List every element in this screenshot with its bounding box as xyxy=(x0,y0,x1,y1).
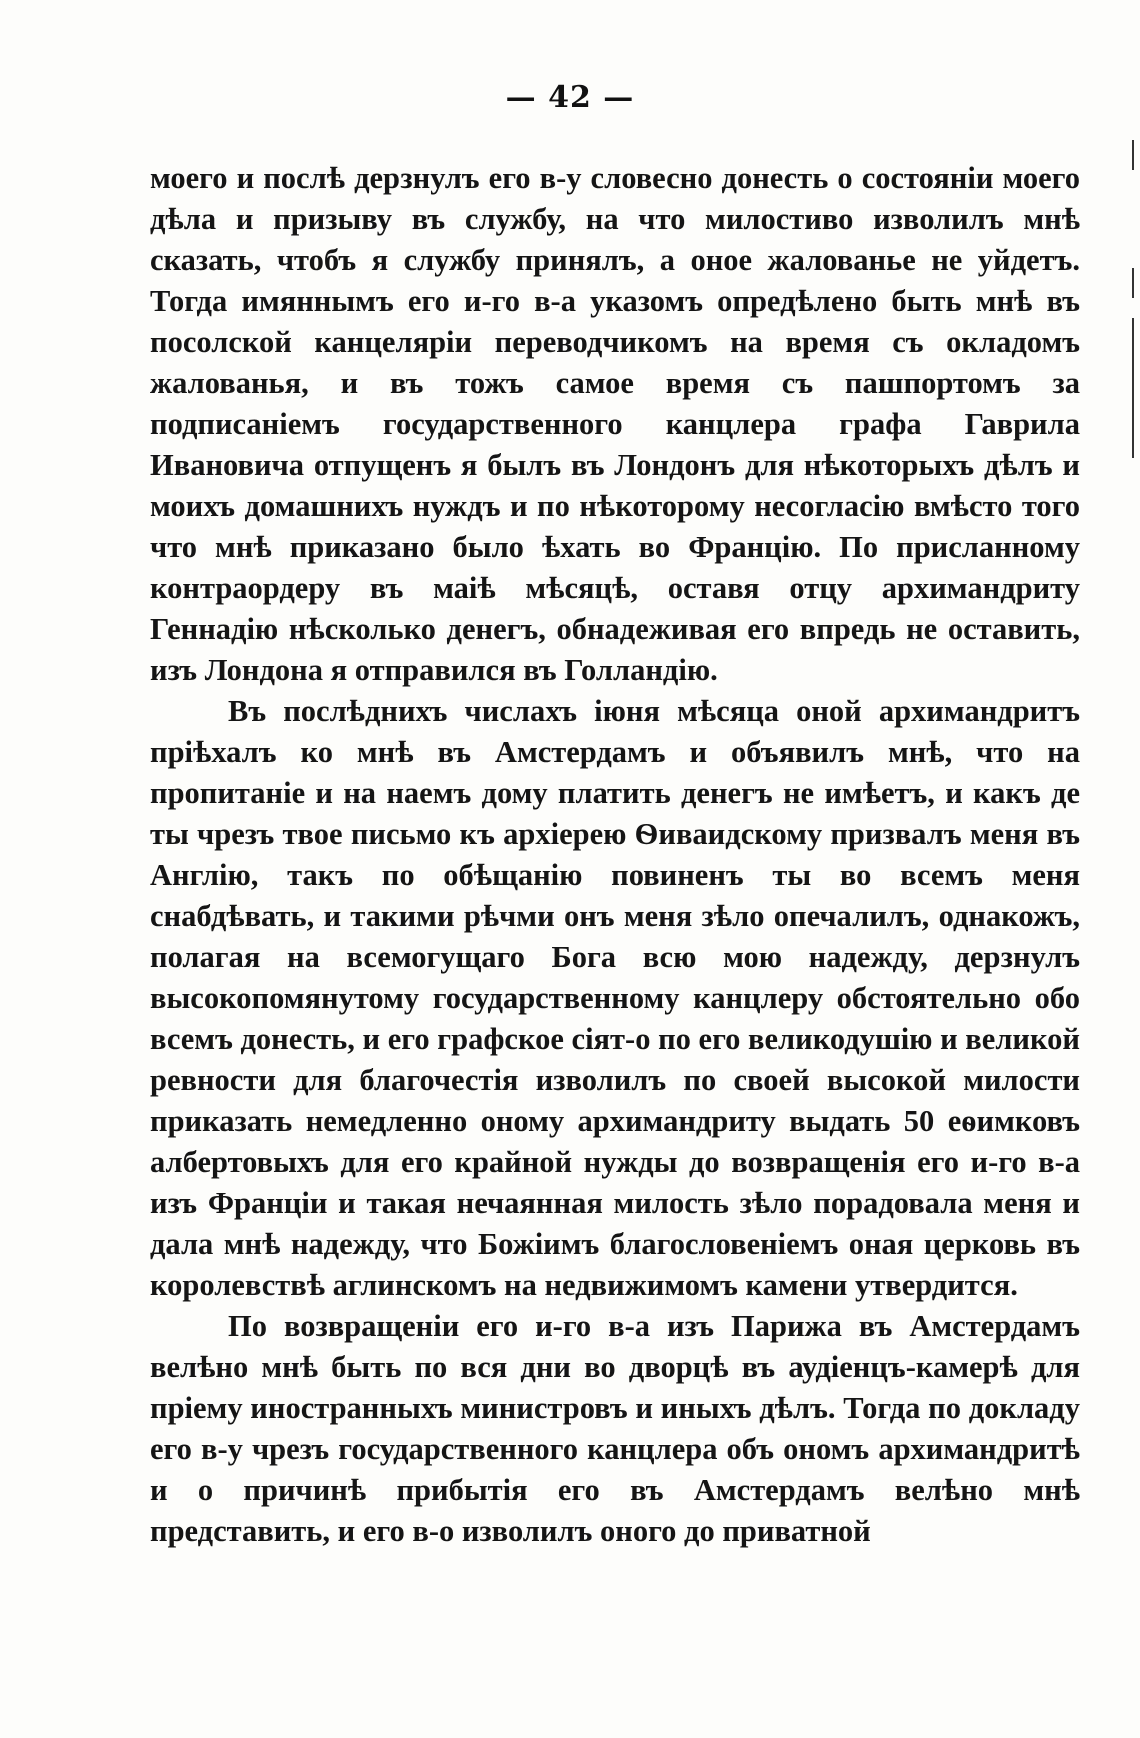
paragraph-2: Въ послѣднихъ числахъ іюня мѣсяца оной архимандритъ пріѣхалъ ко мнѣ въ Амстердамъ и объявилъ мнѣ, что на пропитаніе и на наемъ дому платить денегъ не имѣетъ, и какъ де ты чрезъ твое письмо къ архіерею Ѳиваидскому призвалъ меня въ Англію, такъ по обѣщанію повиненъ ты во всемъ меня снабдѣвать, и такими рѣчми онъ меня зѣло опечалилъ, однакожъ, полагая на всемогущаго Бога всю мою надежду, дерзнулъ высокопомянутому государственному канцлеру обстоятельно обо всемъ донесть, и его графское сіят-о по его великодушію и великой ревности для благочестія изволилъ по своей высокой милости приказать немедленно оному архимандриту выдать 50 еѳимковъ албертовыхъ для его крайной нужды до возвращенія его и-го в-а изъ Франціи и такая нечаянная милость зѣло порадовала меня и дала мнѣ надежду, что Божіимъ благословеніемъ оная церковь въ королевствѣ аглинскомъ на недвижимомъ камени утвердится. xyxy=(150,694,1080,1302)
margin-scan-mark xyxy=(1132,140,1134,170)
page-number: — 42 — xyxy=(505,80,635,115)
paragraph-1: моего и послѣ дерзнулъ его в-у словесно донесть о состояніи моего дѣла и призыву въ службу, на что милостиво изволилъ мнѣ сказать, чтобъ я службу принялъ, а оное жалованье не уйдетъ. Тогда имяннымъ его и-го в-а указомъ опредѣлено быть мнѣ въ посолской канцеляріи переводчикомъ на время съ окладомъ жалованья, и въ тожъ самое время съ пашпортомъ за подписаніемъ государственного канцлера графа Гаврила Ивановича отпущенъ я былъ въ Лондонъ для нѣкоторыхъ дѣлъ и моихъ домашнихъ нуждъ и по нѣкоторому несогласію вмѣсто того что мнѣ приказано было ѣхать во Францію. По присланному контраордеру въ маіѣ мѣсяцѣ, оставя отцу архимандриту Геннадію нѣсколько денегъ, обнадеживая его впредь не оставить, изъ Лондона я отправился въ Голландію. xyxy=(150,161,1080,687)
paragraph-3: По возвращеніи его и-го в-а изъ Парижа въ Амстердамъ велѣно мнѣ быть по вся дни во дворцѣ въ аудіенцъ-камерѣ для пріему иностранныхъ министровъ и иныхъ дѣлъ. Тогда по докладу его в-у чрезъ государственного канцлера объ ономъ архимандритѣ и о причинѣ прибытія его въ Амстердамъ велѣно мнѣ представить, и его в-о изволилъ оного до приватной xyxy=(150,1309,1080,1548)
body-text xyxy=(150,158,1080,1552)
margin-scan-mark xyxy=(1132,318,1134,458)
margin-scan-mark xyxy=(1132,268,1134,298)
